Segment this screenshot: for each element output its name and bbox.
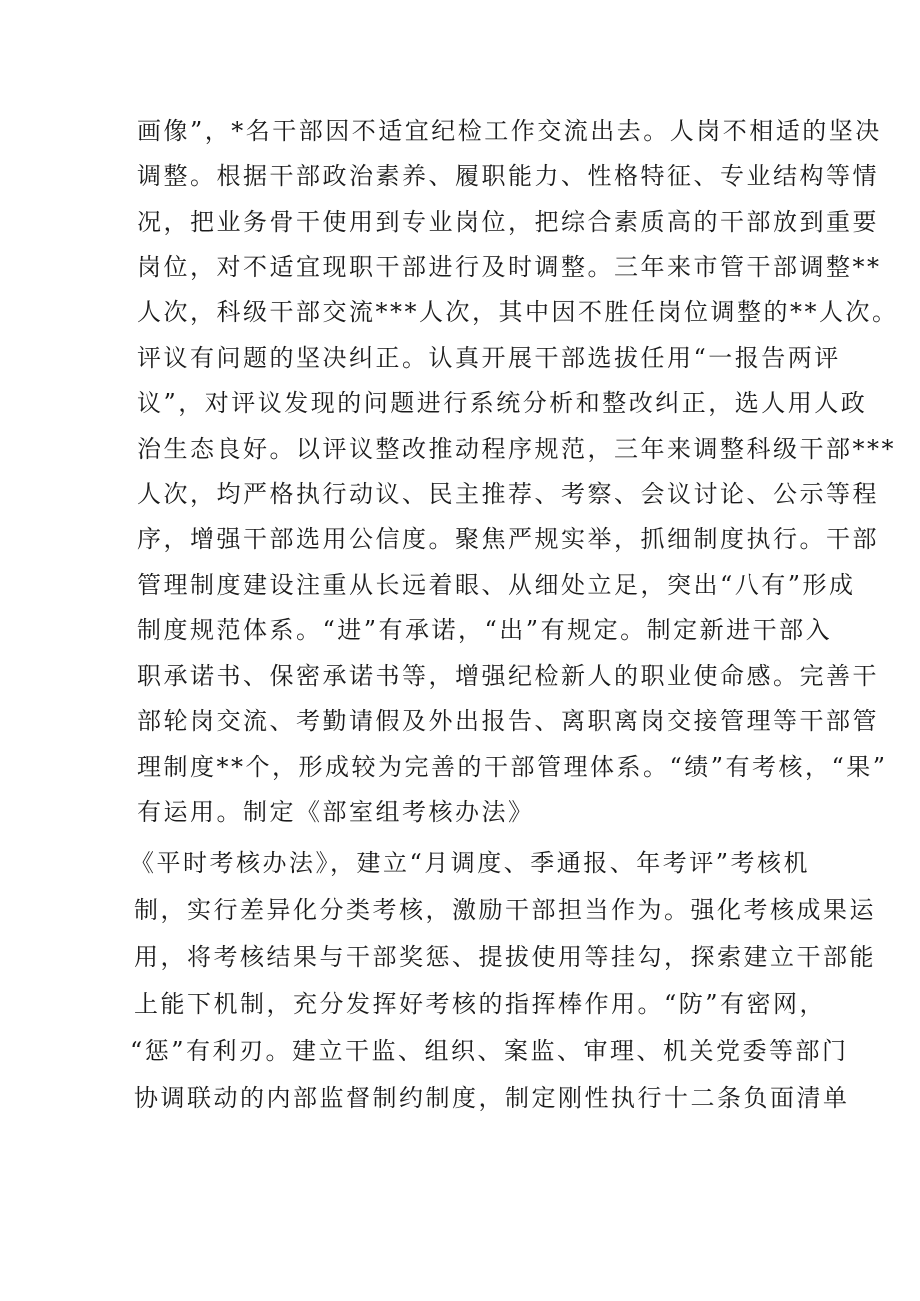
text-line: 岗位，对不适宜现职干部进行及时调整。三年来市管干部调整**: [137, 253, 882, 281]
text-line: 况，把业务骨干使用到专业岗位，把综合素质高的干部放到重要: [137, 208, 879, 236]
text-line: 调整。根据干部政治素养、履职能力、性格特征、专业结构等情: [137, 162, 879, 190]
text-line: 上能下机制，充分发挥好考核的指挥棒作用。“防”有密网，: [134, 990, 827, 1018]
text-line: 人次，均严格执行动议、民主推荐、考察、会议讨论、公示等程: [137, 480, 879, 508]
text-line: 序，增强干部选用公信度。聚焦严规实举，抓细制度执行。干部: [137, 525, 879, 553]
text-line: 评议有问题的坚决纠正。认真开展干部选拔任用“一报告两评: [137, 344, 841, 372]
text-line: 部轮岗交流、考勤请假及外出报告、离职离岗交接管理等干部管: [137, 707, 879, 735]
text-line: 治生态良好。以评议整改推动程序规范，三年来调整科级干部***: [137, 435, 896, 463]
text-line: 管理制度建设注重从长远着眼、从细处立足，突出“八有”形成: [137, 571, 856, 599]
text-line: 理制度**个，形成较为完善的干部管理体系。“绩”有考核，“果”: [137, 753, 888, 781]
text-line: 议”，对评议发现的问题进行系统分析和整改纠正，选人用人政: [137, 389, 868, 417]
text-line: 协调联动的内部监督制约制度，制定刚性执行十二条负面清单: [134, 1084, 850, 1112]
text-line: 制度规范体系。“进”有承诺，“出”有规定。制定新进干部入: [137, 616, 833, 644]
text-line: 人次，科级干部交流***人次，其中因不胜任岗位调整的**人次。: [137, 298, 899, 326]
text-line: “惩”有利刃。建立干监、组织、案监、审理、机关党委等部门: [130, 1037, 849, 1065]
text-line: 职承诺书、保密承诺书等，增强纪检新人的职业使命感。完善干: [137, 662, 879, 690]
text-line: 画像”，*名干部因不适宜纪检工作交流出去。人岗不相适的坚决: [137, 117, 882, 145]
text-line: 用，将考核结果与干部奖惩、提拔使用等挂勾，探索建立干部能: [134, 943, 876, 971]
text-line: 《平时考核办法》，建立“月调度、季通报、年考评”考核机: [130, 849, 811, 877]
text-line: 制，实行差异化分类考核，激励干部担当作为。强化考核成果运: [134, 896, 876, 924]
text-line: 有运用。制定《部室组考核办法》: [137, 798, 535, 826]
